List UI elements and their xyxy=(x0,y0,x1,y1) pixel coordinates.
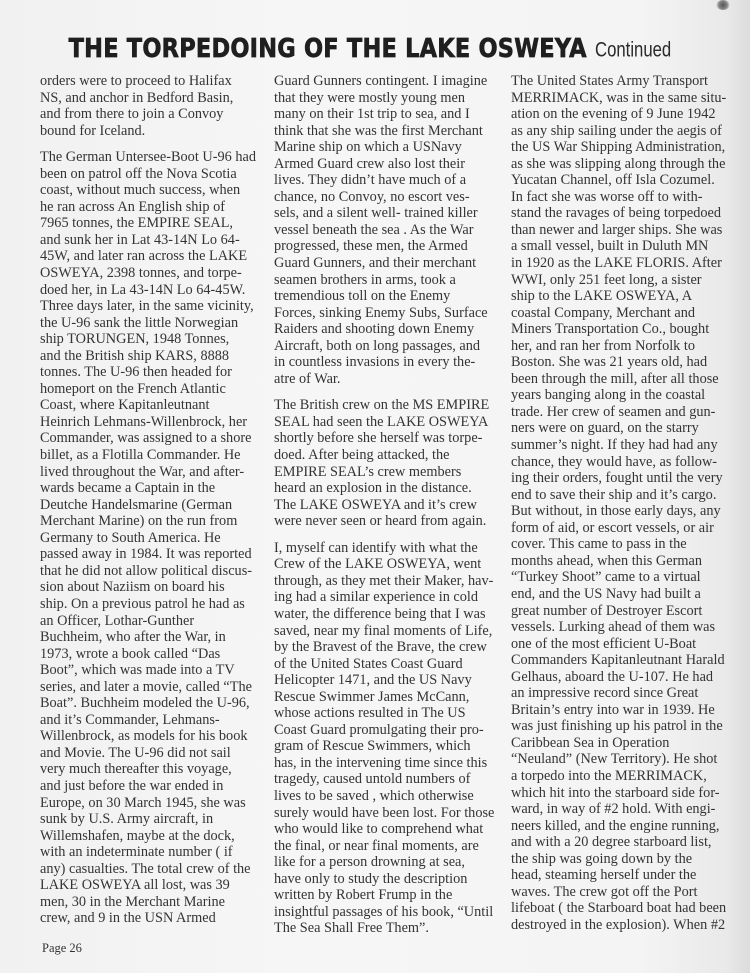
text-line: saved, near my final moments of Life, xyxy=(274,622,493,639)
text-line: tremendious toll on the Enemy xyxy=(274,288,451,305)
text-line: a small vessel, built in Duluth MN xyxy=(511,238,709,255)
text-line: and with a 20 degree starboard list, xyxy=(511,834,712,851)
scan-smudge xyxy=(716,0,730,10)
text-line: ship TORUNGEN, 1948 Tonnes, xyxy=(40,331,230,348)
text-line: Boot”, which was made into a TV xyxy=(40,662,235,679)
text-line: any) casualties. The total crew of the xyxy=(40,860,251,877)
text-line: 45W, and later ran across the LAKE xyxy=(40,248,248,265)
text-line: cover. This came to pass in the xyxy=(511,536,687,553)
text-line: ship. On a previous patrol he had as xyxy=(40,595,245,612)
text-line: her, and ran her from Norfolk to xyxy=(511,337,696,354)
text-line: atre of War. xyxy=(274,370,341,387)
text-line: Boat”. Buchheim modeled the U-96, xyxy=(40,695,250,712)
text-line: ing had a similar experience in cold xyxy=(274,589,479,606)
text-line: billet, as a Flotilla Commander. He xyxy=(40,447,241,464)
continued-label: Continued xyxy=(594,38,671,63)
text-line: in countless invasions in every the- xyxy=(274,354,476,371)
text-line: who would like to comprehend what xyxy=(274,821,484,838)
text-line: end, and the US Navy had built a xyxy=(511,585,701,602)
text-line: “Neuland” (New Territory). He shot xyxy=(511,751,718,768)
text-line: vessel beneath the sea . As the War xyxy=(274,221,474,238)
text-line: waves. The crew got off the Port xyxy=(511,883,698,900)
text-line: WWI, only 251 feet long, a sister xyxy=(511,271,702,288)
text-column-2 xyxy=(274,73,504,947)
text-line: Heinrich Lehmans-Willenbrock, her xyxy=(40,413,248,430)
text-line: written by Robert Frump in the xyxy=(274,887,453,904)
text-line: and from there to join a Convoy xyxy=(40,106,224,123)
text-line: Guard Gunners contingent. I imagine xyxy=(274,73,488,89)
text-line: and Movie. The U-96 did not sail xyxy=(40,744,231,761)
text-line: water, the difference being that I was xyxy=(274,605,486,622)
text-line: homeport on the French Atlantic xyxy=(40,380,226,397)
text-line: heard an explosion in the distance. xyxy=(274,480,472,497)
text-line: stand the ravages of being torpedoed xyxy=(511,205,722,222)
text-line: orders were to proceed to Halifax xyxy=(40,73,232,89)
text-line: Marine ship on which a USNavy xyxy=(274,139,462,156)
text-line: SEAL had seen the LAKE OSWEYA xyxy=(274,413,489,430)
text-line: been through the mill, after all those xyxy=(511,370,719,387)
text-line: In fact she was worse off to with- xyxy=(511,188,703,205)
text-line: Buchheim, who after the War, in xyxy=(40,629,226,646)
text-line: 7965 tonnes, the EMPIRE SEAL, xyxy=(40,215,234,232)
text-line: in 1920 as the LAKE FLORIS. After xyxy=(511,255,722,272)
text-line: Deutche Handelsmarine (German xyxy=(40,496,233,513)
text-line: vessels. Lurking ahead of them was xyxy=(511,619,716,636)
text-line: has, in the intervening time since this xyxy=(274,754,488,771)
text-line: lifeboat ( the Starboard boat had been xyxy=(511,900,727,917)
text-line: Forces, sinking Enemy Subs, Surface xyxy=(274,304,488,321)
text-line: destroyed in the explosion). When #2 xyxy=(511,916,726,933)
text-line: lived throughout the War, and after- xyxy=(40,463,245,480)
text-line: he ran across An English ship of xyxy=(40,198,226,215)
text-line: many on their 1st trip to sea, and I xyxy=(274,106,470,123)
text-line: Willemshafen, maybe at the dock, xyxy=(40,827,235,844)
paragraph xyxy=(511,73,741,933)
text-line: insightful passages of his book, “Until xyxy=(274,903,494,920)
text-line: The LAKE OSWEYA and it’s crew xyxy=(274,496,477,513)
text-line: sels, and a silent well- trained killer xyxy=(274,205,478,222)
paragraph xyxy=(274,73,504,387)
text-line: Commander, was assigned to a shore xyxy=(40,430,252,447)
text-line: and the British ship KARS, 8888 xyxy=(40,347,230,364)
text-column-1 xyxy=(40,73,268,937)
text-line: shortly before she herself was torpe- xyxy=(274,430,483,447)
page-number: Page 26 xyxy=(42,941,82,955)
text-line: Gelhaus, aboard the U-107. He had xyxy=(511,668,714,685)
text-line: like for a person drowning at sea, xyxy=(274,854,465,871)
text-line: been on patrol off the Nova Scotia xyxy=(40,165,237,182)
text-line: Boston. She was 21 years old, had xyxy=(511,354,708,371)
text-line: chance, no Convoy, no escort ves- xyxy=(274,188,470,205)
text-line: ners were on guard, on the starry xyxy=(511,420,699,437)
text-line: Willenbrock, as models for his book xyxy=(40,728,248,745)
text-line: lives to be saved , which otherwise xyxy=(274,787,474,804)
text-line: Aircraft, both on long passages, and xyxy=(274,337,481,354)
text-line: a torpedo into the MERRIMACK, xyxy=(511,767,707,784)
text-line: “Turkey Shoot” came to a virtual xyxy=(511,569,701,586)
text-line: think that she was the first Merchant xyxy=(274,122,483,139)
text-line: sunk by U.S. Army aircraft, in xyxy=(40,811,214,828)
paragraph xyxy=(274,540,504,937)
text-line: whose actions resulted in The US xyxy=(274,705,466,722)
text-line: But without, in those early days, any xyxy=(511,503,721,520)
text-line: The German Untersee-Boot U-96 had xyxy=(40,149,256,166)
text-line: with an indeterminate number ( if xyxy=(40,844,233,861)
text-line: Yucatan Channel, off Isla Cozumel. xyxy=(511,172,715,189)
text-line: lives. They didn’t have much of a xyxy=(274,172,467,189)
text-line: ship to the LAKE OSWEYA, A xyxy=(511,288,693,305)
text-line: that they were mostly young men xyxy=(274,89,465,106)
text-line: and it’s Commander, Lehmans- xyxy=(40,711,220,728)
text-line: and just before the war ended in xyxy=(40,777,224,794)
text-line: have only to study the description xyxy=(274,870,468,887)
paragraph xyxy=(274,397,504,529)
text-line: the ship was going down by the xyxy=(511,850,693,867)
text-line: NS, and anchor in Bedford Basin, xyxy=(40,89,234,106)
text-line: The Sea Shall Free Them”. xyxy=(274,920,429,937)
text-line: Miners Transportation Co., bought xyxy=(511,321,710,338)
text-line: doed her, in La 43-14N Lo 64-45W. xyxy=(40,281,246,298)
text-line: an Officer, Lothar-Gunther xyxy=(40,612,195,629)
text-column-3 xyxy=(511,73,741,943)
text-line: Guard Gunners, and their merchant xyxy=(274,255,477,272)
text-line: Caribbean Sea in Operation xyxy=(511,734,670,751)
text-line: Merchant Marine) on the run from xyxy=(40,513,238,530)
text-line: the U-96 sank the little Norwegian xyxy=(40,314,239,331)
article-header xyxy=(0,36,750,62)
text-line: than newer and larger ships. She was xyxy=(511,221,723,238)
text-line: head, steaming herself under the xyxy=(511,867,697,884)
text-line: LAKE OSWEYA all lost, was 39 xyxy=(40,877,230,894)
text-line: of the United States Coast Guard xyxy=(274,655,463,672)
paragraph xyxy=(40,149,268,927)
text-line: very much thereafter this voyage, xyxy=(40,761,232,778)
text-line: trade. Her crew of seamen and gun- xyxy=(511,403,716,420)
text-line: as any ship sailing under the aegis of xyxy=(511,122,722,139)
text-line: form of aid, or escort vessels, or air xyxy=(511,519,714,536)
text-line: coastal Company, Merchant and xyxy=(511,304,696,321)
text-line: months ahead, when this German xyxy=(511,552,702,569)
text-line: doed. After being attacked, the xyxy=(274,447,450,464)
text-line: tragedy, caused untold numbers of xyxy=(274,771,471,788)
text-line: which hit into the starboard side for- xyxy=(511,784,720,801)
text-line: seamen brothers in arms, took a xyxy=(274,271,456,288)
text-line: neers killed, and the engine running, xyxy=(511,817,720,834)
text-line: surely would have been lost. For those xyxy=(274,804,495,821)
text-line: that he did not allow political discus- xyxy=(40,562,253,579)
text-line: were never seen or heard from again. xyxy=(274,513,487,530)
text-line: coast, without much success, when xyxy=(40,182,241,199)
text-line: sion about Naziism on board his xyxy=(40,579,225,596)
text-line: chance, they would have, as follow- xyxy=(511,453,718,470)
text-line: Commanders Kapitanleutnant Harald xyxy=(511,652,725,669)
text-line: through, as they met their Maker, hav- xyxy=(274,572,494,589)
text-line: The United States Army Transport xyxy=(511,73,708,89)
text-line: Helicopter 1471, and the US Navy xyxy=(274,672,472,689)
text-line: I, myself can identify with what the xyxy=(274,539,478,556)
text-line: ward, in way of #2 hold. With engi- xyxy=(511,801,716,818)
text-line: progressed, these men, the Armed xyxy=(274,238,468,255)
text-line: summer’s night. If they had had any xyxy=(511,437,718,454)
text-line: Coast Guard promulgating their pro- xyxy=(274,721,484,738)
text-line: as she was slipping along through the xyxy=(511,155,726,172)
text-line: by the Bravest of the Brave, the crew xyxy=(274,639,487,656)
text-line: years banging along in the coastal xyxy=(511,387,706,404)
text-line: Coast, where Kapitanleutnant xyxy=(40,397,210,414)
text-line: EMPIRE SEAL’s crew members xyxy=(274,463,462,480)
text-line: end to save their ship and it’s cargo. xyxy=(511,486,717,503)
text-line: men, 30 in the Merchant Marine xyxy=(40,893,226,910)
paragraph xyxy=(40,73,268,139)
text-line: OSWEYA, 2398 tonnes, and torpe- xyxy=(40,265,242,282)
text-line: Europe, on 30 March 1945, she was xyxy=(40,794,246,811)
text-line: passed away in 1984. It was reported xyxy=(40,546,252,563)
text-line: ation on the evening of 9 June 1942 xyxy=(511,106,716,123)
text-line: Armed Guard crew also lost their xyxy=(274,155,465,172)
text-line: bound for Iceland. xyxy=(40,122,146,139)
text-line: an impressive record since Great xyxy=(511,685,699,702)
article-title: THE TORPEDOING OF THE LAKE OSWEYA xyxy=(68,34,587,64)
text-line: Germany to South America. He xyxy=(40,529,221,546)
text-line: series, and later a movie, called “The xyxy=(40,678,252,695)
text-line: Raiders and shooting down Enemy xyxy=(274,321,475,338)
text-line: the US War Shipping Administration, xyxy=(511,139,726,156)
text-line: ing their orders, fought until the very xyxy=(511,470,723,487)
text-line: The British crew on the MS EMPIRE xyxy=(274,397,490,414)
text-line: and sunk her in Lat 43-14N Lo 64- xyxy=(40,231,240,248)
text-line: 1973, wrote a book called “Das xyxy=(40,645,221,662)
text-line: great number of Destroyer Escort xyxy=(511,602,703,619)
text-line: Britain’s entry into war in 1939. He xyxy=(511,701,715,718)
text-line: Rescue Swimmer James McCann, xyxy=(274,688,470,705)
text-line: Three days later, in the same vicinity, xyxy=(40,298,254,315)
text-line: the final, or near final moments, are xyxy=(274,837,479,854)
text-line: wards became a Captain in the xyxy=(40,480,216,497)
text-line: one of the most efficient U-Boat xyxy=(511,635,697,652)
text-line: crew, and 9 in the USN Armed xyxy=(40,910,216,927)
text-line: was just finishing up his patrol in the xyxy=(511,718,723,735)
text-line: tonnes. The U-96 then headed for xyxy=(40,364,232,381)
text-line: gram of Rescue Swimmers, which xyxy=(274,738,471,755)
text-line: Crew of the LAKE OSWEYA, went xyxy=(274,556,482,573)
text-line: MERRIMACK, was in the same situ- xyxy=(511,89,727,106)
